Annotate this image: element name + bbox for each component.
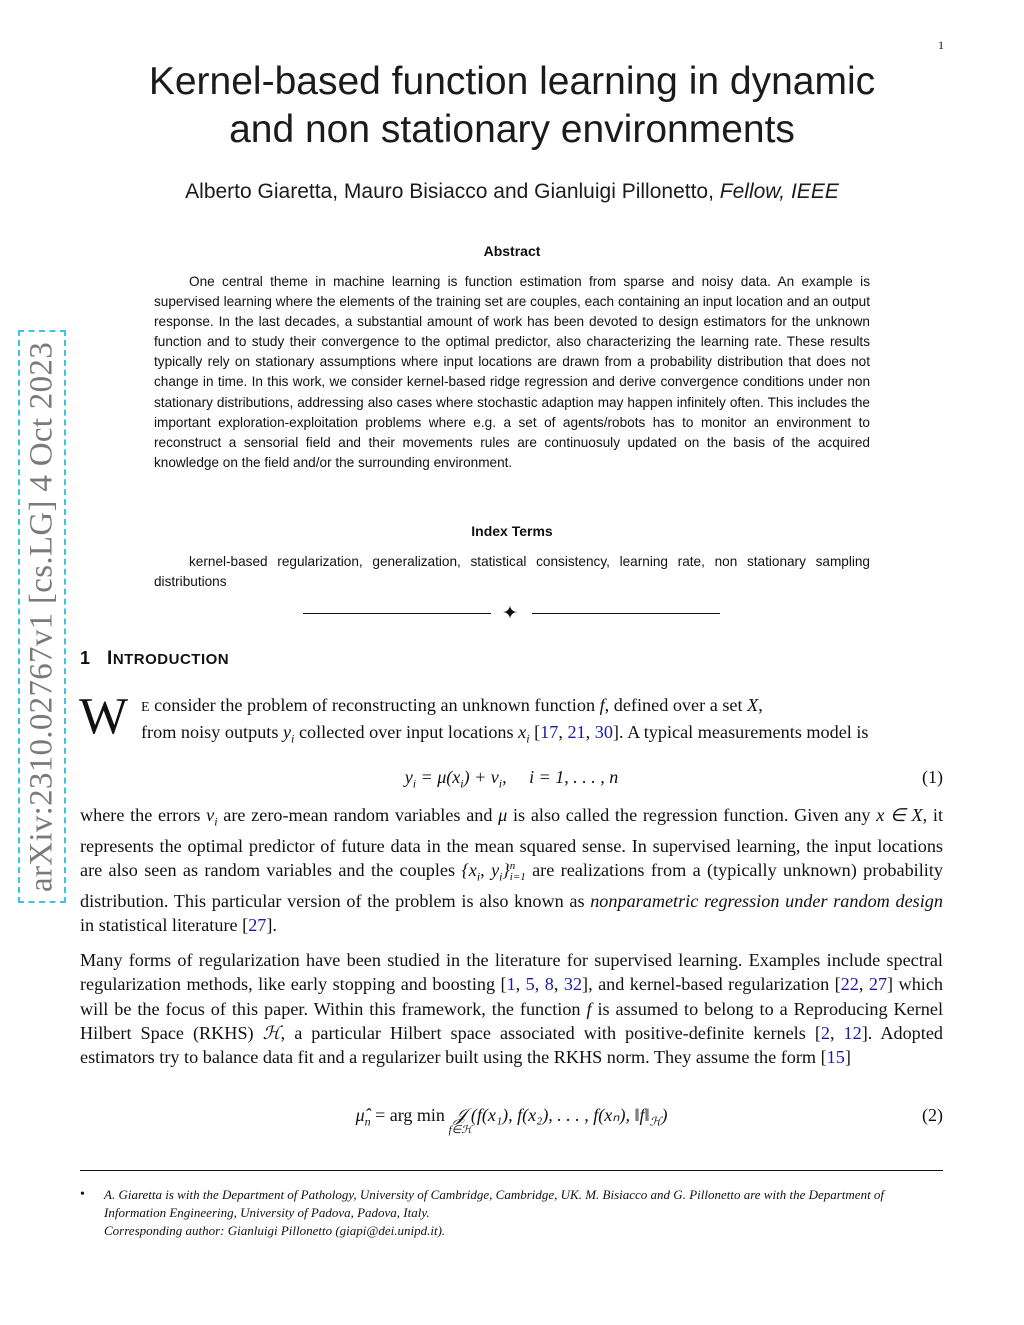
- divider-rule-left: [303, 613, 491, 614]
- intro-text: in statistical literature [: [80, 915, 249, 936]
- math-f: f: [599, 695, 605, 715]
- intro-text: ]. Adopted estimators try to balance data fit and a regularizer built using the RKHS norm. They assume the form [: [80, 1022, 943, 1068]
- intro-text: is assumed to belong to a Reproducing Kernel Hilbert Space (RKHS): [80, 998, 943, 1043]
- eq-sub-n: n: [364, 1114, 371, 1129]
- authors-suffix: Fellow, IEEE: [719, 180, 839, 203]
- intro-text: ,: [758, 695, 763, 715]
- emphasis-text: nonparametric regression under random design: [590, 891, 943, 912]
- intro-text: collected over input locations: [294, 722, 519, 743]
- math-sub-i: i: [291, 731, 295, 746]
- drop-cap: W: [79, 688, 129, 745]
- math-sub-i: i: [214, 814, 218, 829]
- equation-2-body: [80, 1105, 943, 1136]
- intro-paragraph-3: Many forms of regularization have been studied in the literature for supervised learning. Examples include spectral regularization methods, like early stopping and boosting [1, 5, 8, 32], and kernel-based regularization [22, 27] which will be the focus of this paper. Within this framework, the function f is assumed to belong to a Reproducing Kernel Hilbert Space (RKHS) ℋ, a particular Hilbert space associated with positive-definite kernels [2, 12]. Adopted estimators try to balance data fit and a regularizer built using the RKHS norm. They assume the form [15]: [80, 950, 944, 1068]
- intro-text: is also called the regression function. Given any: [507, 805, 877, 825]
- math-limits: [510, 861, 526, 883]
- equation-2-number: (2): [922, 1105, 943, 1125]
- equation-1-number: (1): [922, 767, 943, 787]
- page-number: 1: [938, 38, 944, 52]
- math-sup-n: n: [509, 860, 516, 873]
- citation-link[interactable]: 22: [840, 974, 859, 995]
- eq-argmin-text: = arg min: [370, 1105, 450, 1125]
- intro-text: from noisy outputs: [141, 722, 283, 743]
- arxiv-stamp[interactable]: [18, 330, 66, 903]
- eq-index-range: , i = 1, . . . , n: [502, 767, 619, 787]
- math-set: }: [502, 860, 510, 881]
- footnote-affiliations: A. Giaretta is with the Department of Pathology, University of Cambridge, Cambridge, UK. M. Bisiacco and G. Pillonetto are with the Department of Information Engineering, University of Padova, Padova, Italy.: [104, 1187, 885, 1220]
- intro-text: where the errors: [80, 805, 207, 825]
- citation-link[interactable]: 30: [594, 722, 613, 743]
- eq-sub-H: ℋ: [649, 1114, 662, 1129]
- abstract-body: One central theme in machine learning is function estimation from sparse and noisy data. An example is supervised learning where the elements of the training set are couples, each containing an input location and an output response. In the last decades, a substantial amount of work has been devoted to design estimators for the unknown function and to study their convergence to the optimal predictor, also characterizing the learning rate. These results typically rely on stationary assumptions where input locations are drawn from a probability distribution that does not change in time. In this work, we consider kernel-based ridge regression and derive convergence conditions under non stationary distributions, addressing also cases where stochastic adaption may happen infinitely often. This includes the important exploration-exploitation problems where e.g. a set of agents/robots has to monitor an environment to reconstruct a sensorial field and their movements rules are continuosuly updated on the basis of the acquired knowledge on the field and/or the surrounding environment.: [154, 274, 870, 470]
- intro-text: consider the problem of reconstructing an unknown function: [149, 695, 600, 715]
- footnote: [104, 1186, 944, 1240]
- citation-link[interactable]: 27: [248, 915, 267, 936]
- math-nu: ν: [206, 805, 215, 825]
- section-number: 1: [80, 648, 91, 668]
- intro-text: ]: [844, 1047, 851, 1068]
- eq-y: y: [404, 767, 413, 787]
- citation-link[interactable]: 12: [843, 1022, 862, 1043]
- arxiv-identifier: arXiv:2310.02767v1 [cs.LG] 4 Oct 2023: [23, 341, 60, 892]
- section-title-rest: NTRODUCTION: [112, 651, 230, 668]
- math-sub-i1: i=1: [509, 871, 526, 884]
- eq-argmin: [370, 1105, 473, 1136]
- citation-link[interactable]: 2: [820, 1022, 830, 1043]
- authors-names: Alberto Giaretta, Mauro Bisiacco and Gianluigi Pillonetto,: [185, 180, 714, 203]
- math-y: y: [282, 722, 292, 743]
- intro-text: are zero-mean random variables and: [217, 805, 499, 825]
- intro-text: ], and kernel-based regularization [: [582, 974, 841, 995]
- equation-1-body: [80, 767, 943, 792]
- math-x-in-X: x ∈ X: [876, 805, 923, 825]
- title-line-1: Kernel-based function learning in dynamic: [148, 60, 876, 103]
- eq-sub: i: [498, 776, 503, 791]
- intro-text: Many forms of regularization have been studied in the literature for supervised learning. Examples include spectral regularization methods, like early stopping and boosting [: [80, 950, 943, 995]
- small-caps-e: E: [141, 700, 150, 715]
- intro-text: , it represents the optimal predictor of future data in the mean squared sense. In supervised learning, the input locations are also seen as random variables and the couples: [80, 805, 944, 881]
- divider-star-icon: ✦: [502, 602, 518, 624]
- citation-link[interactable]: 1: [506, 974, 516, 995]
- math-x: x: [518, 722, 527, 743]
- footnote-bullet: •: [80, 1187, 85, 1202]
- intro-text: are realizations from a (typically unknown) probability distribution. This particular version of the problem is also known as: [80, 860, 943, 912]
- eq-close: ): [661, 1105, 668, 1125]
- eq-mu: = μ(x: [416, 767, 461, 787]
- math-sub-i: i: [476, 869, 481, 884]
- divider-rule-right: [532, 613, 720, 614]
- math-set: , y: [480, 860, 500, 881]
- section-title-initial: I: [107, 648, 113, 669]
- citation-link[interactable]: 17: [540, 722, 559, 743]
- math-sub-i: i: [499, 869, 503, 884]
- citation-link[interactable]: 21: [567, 722, 586, 743]
- index-terms-body: kernel-based regularization, generalization, statistical consistency, learning rate, non stationary sampling distributions: [154, 554, 870, 590]
- eq-nu: ) + ν: [463, 767, 499, 787]
- footnote-corresponding: Corresponding author: Gianluigi Pillonetto (giapi@dei.unipd.it).: [104, 1223, 446, 1238]
- section-heading-introduction: [80, 648, 229, 670]
- intro-text: ]. A typical measurements model is: [612, 722, 869, 743]
- eq-argmin-subscript: f∈ℋ: [448, 1124, 473, 1136]
- footnote-rule: [80, 1170, 943, 1171]
- math-H: ℋ: [262, 1022, 281, 1043]
- abstract-heading: Abstract: [483, 243, 541, 259]
- math-sub-i: i: [526, 731, 530, 746]
- math-X: X: [747, 695, 759, 715]
- intro-text: ] which will be the focus of this paper. Within this framework, the function: [80, 974, 944, 1019]
- paper-title: [0, 58, 1024, 154]
- eq-sub: i: [412, 776, 417, 791]
- intro-text: , a particular Hilbert space associated with positive-definite kernels [: [280, 1022, 821, 1043]
- index-terms-heading: Index Terms: [471, 523, 553, 539]
- citation-link[interactable]: 5: [525, 974, 535, 995]
- intro-text: , defined over a set: [604, 695, 748, 715]
- citation-link[interactable]: 32: [563, 974, 583, 995]
- citation-link[interactable]: 27: [868, 974, 888, 995]
- intro-text: ].: [266, 915, 277, 936]
- eq-sub: i: [460, 776, 464, 791]
- eq-functional: 𝒥 (f(x₁), f(x₂), . . . , f(xₙ), ‖f‖: [453, 1105, 650, 1125]
- math-mu: μ: [498, 805, 508, 825]
- math-set: {x: [461, 860, 477, 881]
- intro-paragraph-2: [80, 803, 943, 938]
- title-line-2: and non stationary environments: [229, 108, 795, 151]
- intro-text: [: [529, 722, 541, 743]
- citation-link[interactable]: 15: [826, 1047, 845, 1068]
- intro-paragraph-1: W E consider the problem of reconstructing an unknown function f, defined over a set X, from noisy outputs $y_i$ collected over input locations $x_i$ [17, 21, 30]. A typical measurements model is: [79, 688, 869, 746]
- math-f: f: [586, 998, 592, 1019]
- eq-muhat: μ̂: [355, 1105, 365, 1125]
- citation-link[interactable]: 8: [544, 974, 554, 995]
- author-list: [0, 180, 1024, 204]
